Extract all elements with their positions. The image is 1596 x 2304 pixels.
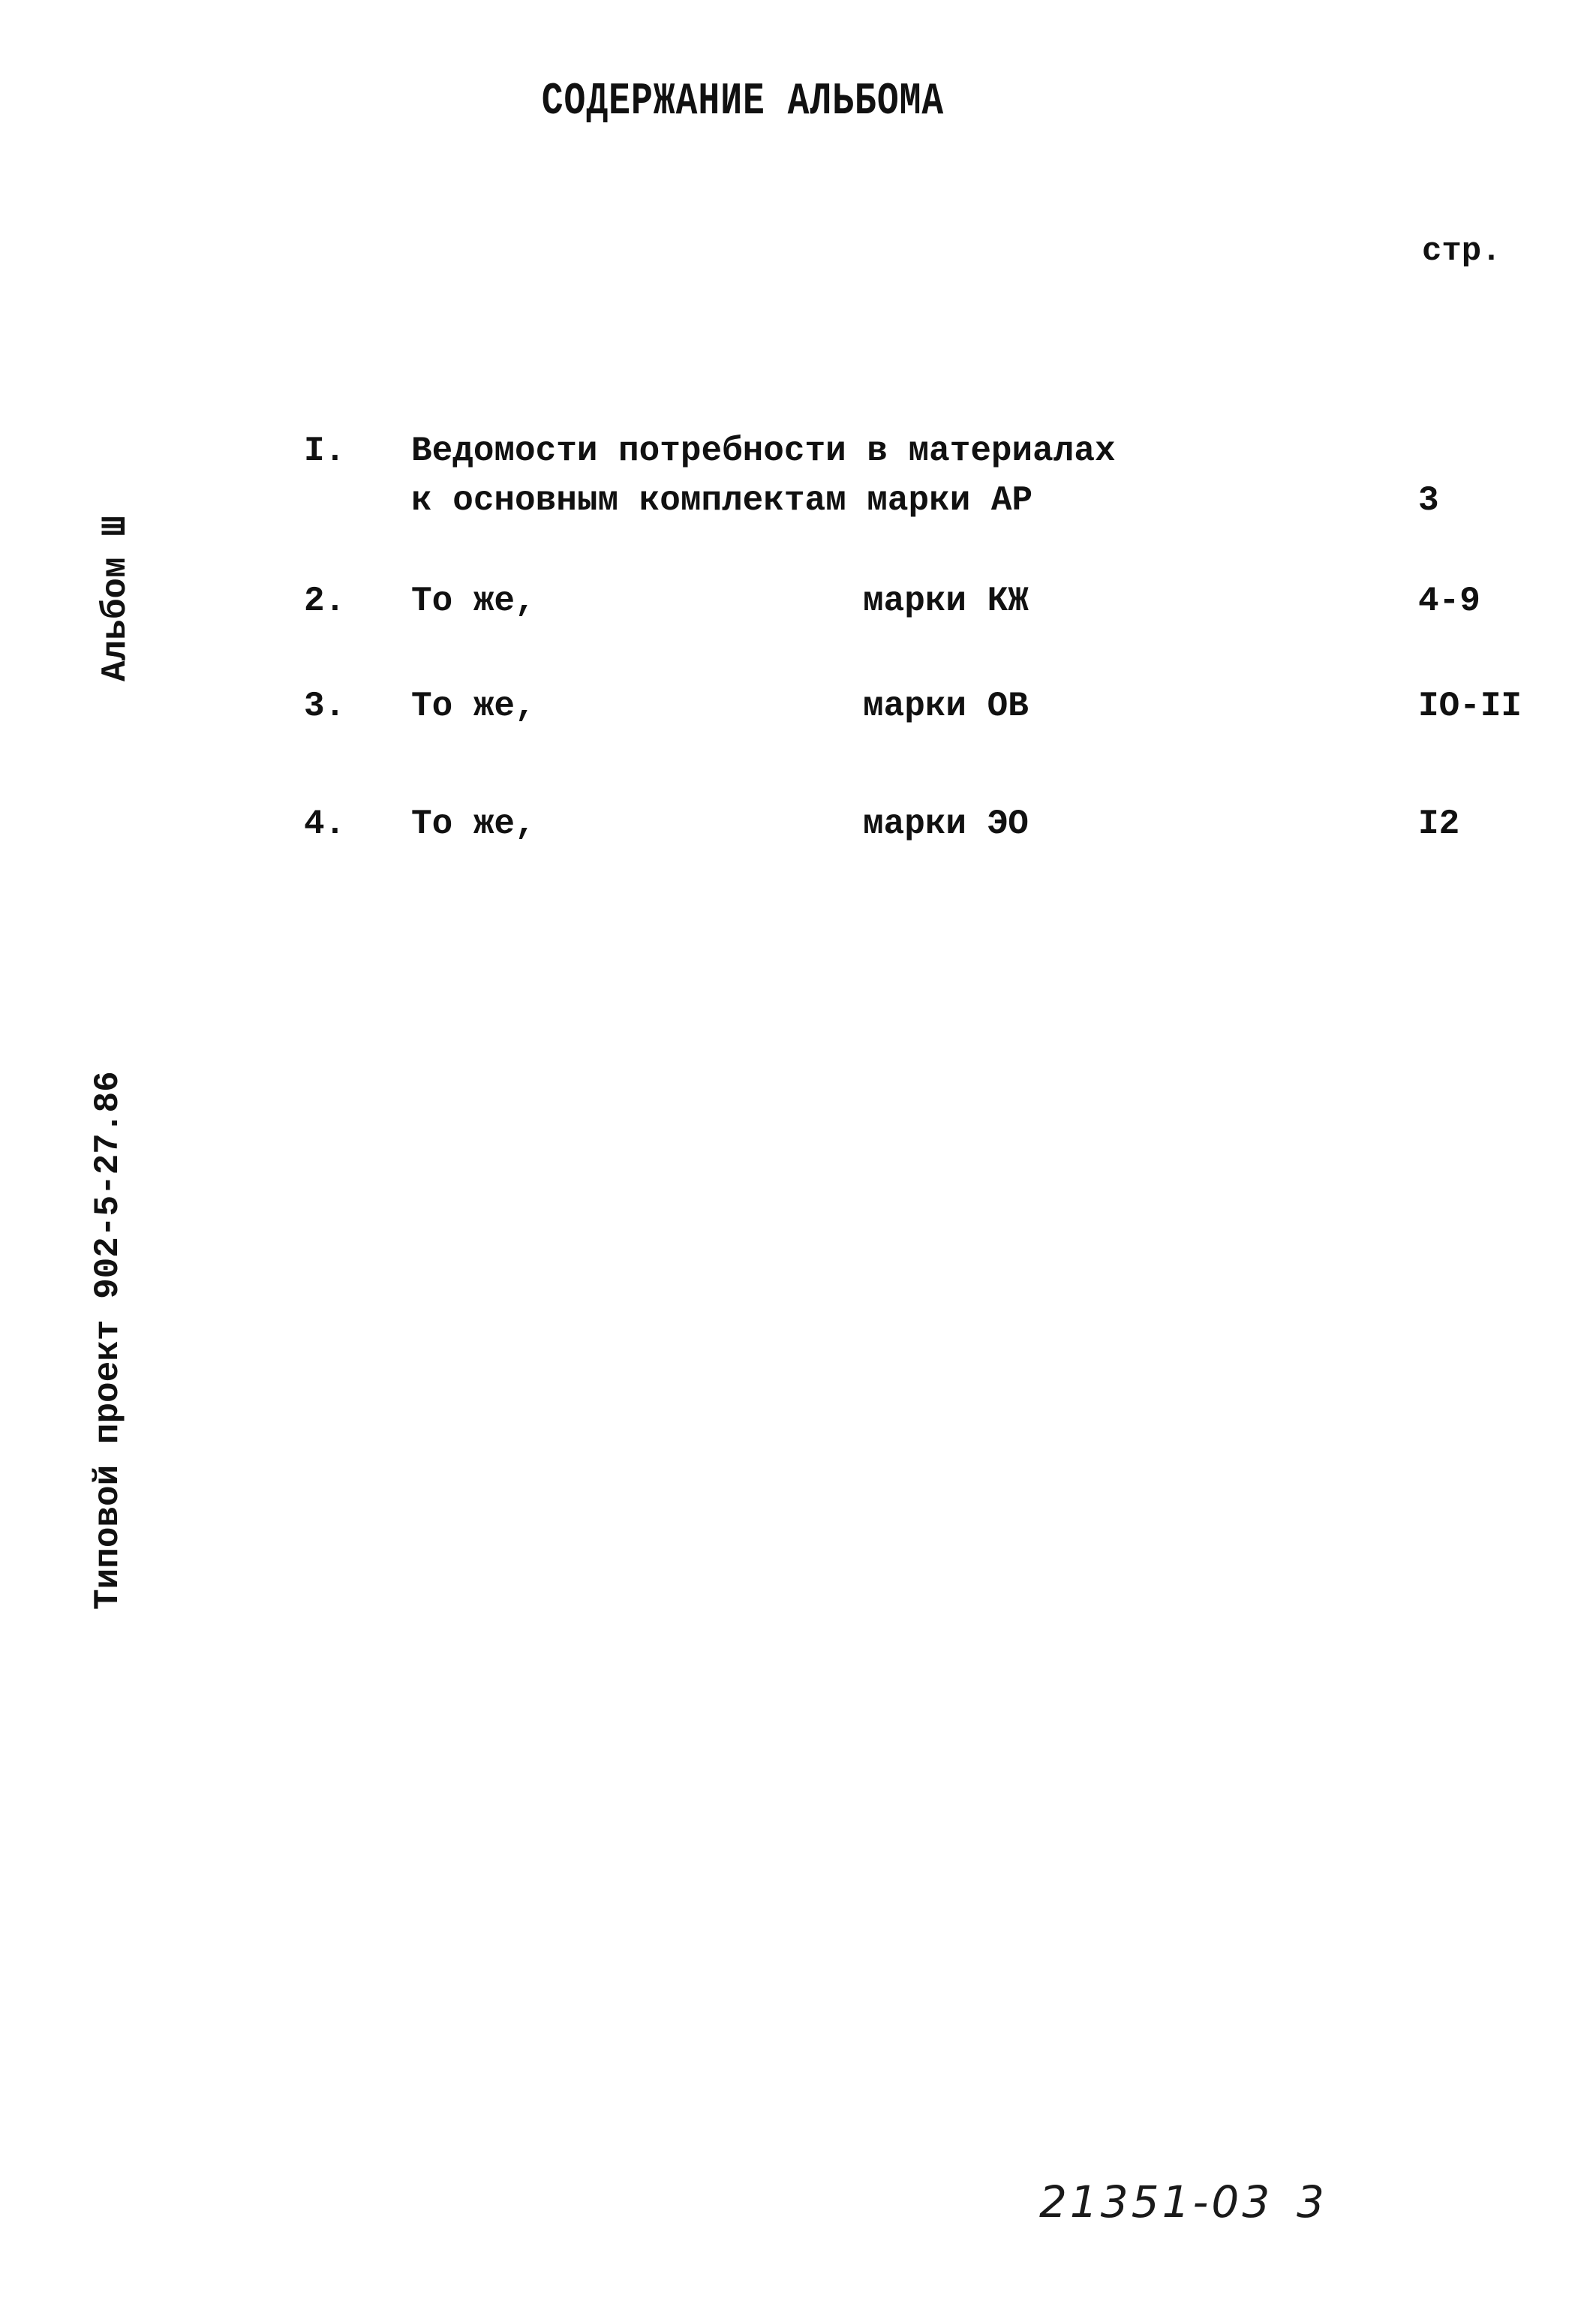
- toc-item-page: 4-9: [1418, 582, 1480, 621]
- toc-item-page: I2: [1418, 805, 1460, 844]
- toc-item-mark: марки КЖ: [863, 582, 1029, 621]
- toc-item-page: 3: [1418, 481, 1439, 520]
- toc-item-text: То же,: [411, 687, 536, 726]
- toc-item-number: 4.: [304, 805, 346, 844]
- page-column-header: стр.: [1422, 233, 1501, 270]
- toc-item-text: Ведомости потребности в материалах: [411, 432, 1116, 471]
- toc-item-mark: марки ОВ: [863, 687, 1029, 726]
- side-label-album: Альбом Ш: [96, 516, 135, 681]
- toc-item-number: I.: [304, 432, 346, 471]
- page-title: СОДЕРЖАНИЕ АЛЬБОМА: [541, 77, 945, 128]
- handwritten-code: 21351-03: [1039, 2176, 1273, 2227]
- handwritten-page-number: 3: [1297, 2176, 1327, 2227]
- toc-item-text: То же,: [411, 805, 536, 844]
- side-label-project: Типовой проект 902-5-27.86: [89, 1071, 128, 1610]
- toc-item-text-line2: к основным комплектам марки АР: [411, 481, 1033, 520]
- toc-item-number: 2.: [304, 582, 346, 621]
- toc-item-mark: марки ЭО: [863, 805, 1029, 844]
- toc-item-number: 3.: [304, 687, 346, 726]
- toc-item-page: IO-II: [1418, 687, 1522, 726]
- toc-item-text: То же,: [411, 582, 536, 621]
